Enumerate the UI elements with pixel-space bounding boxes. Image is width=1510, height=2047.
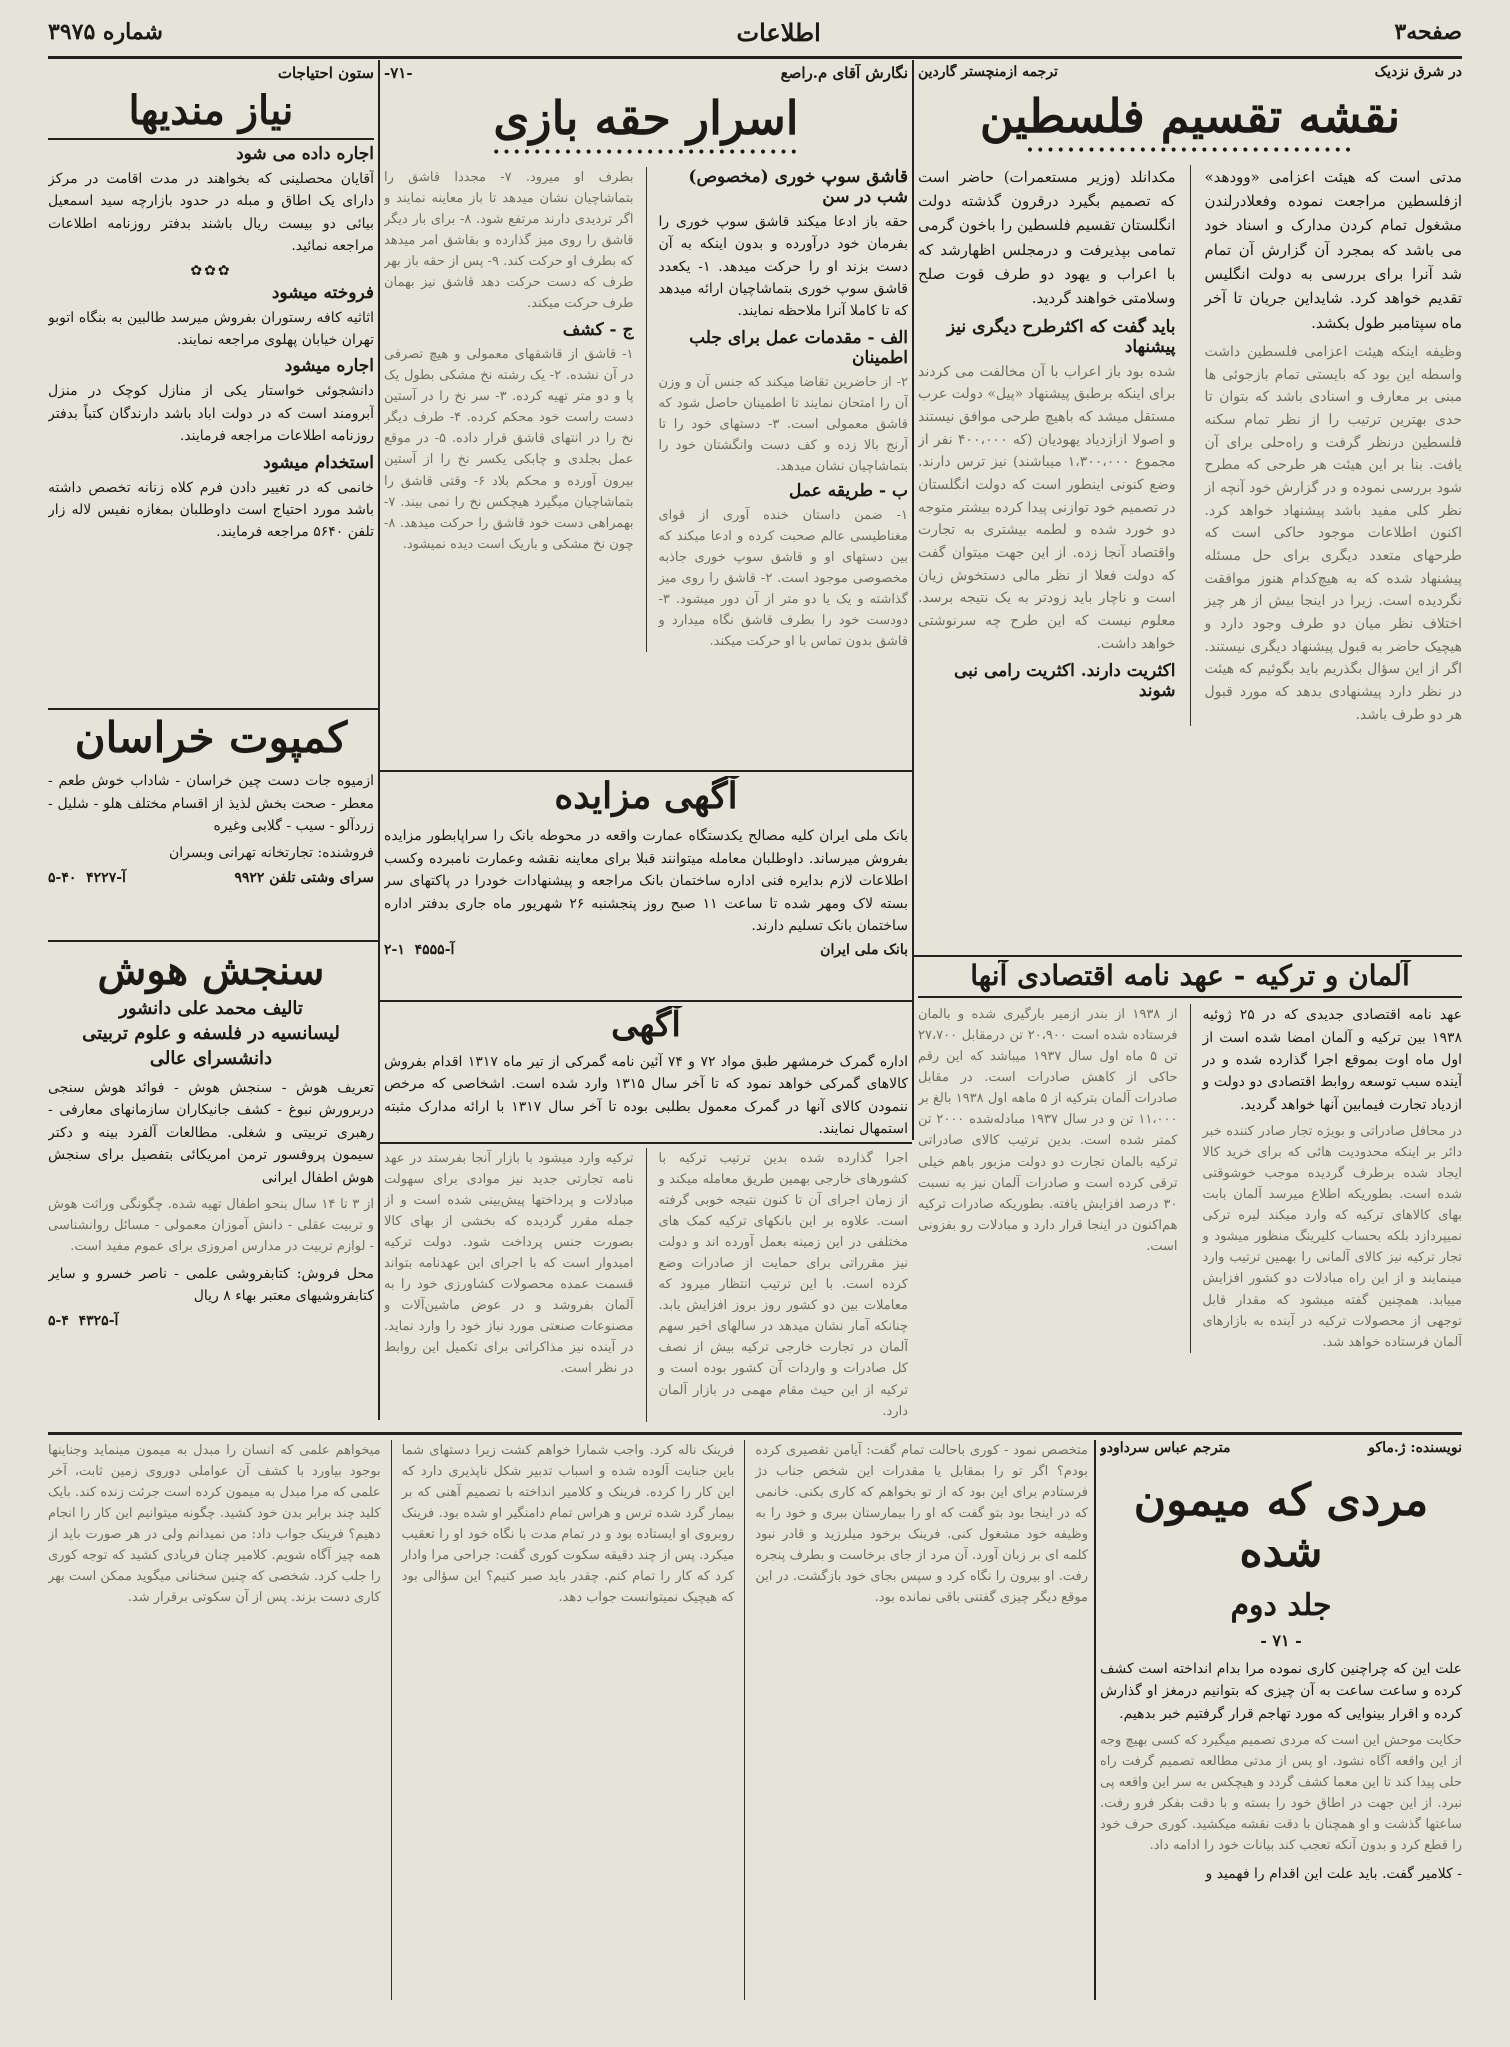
- issue-number: شماره ۳۹۷۵: [48, 19, 163, 45]
- title-rule: [48, 138, 374, 140]
- section-rule: [380, 770, 912, 772]
- subhead-4: ج - کشف: [562, 320, 634, 341]
- column-headline: نیاز مندیها: [128, 87, 294, 134]
- notice-signer: بانک ملی ایران: [820, 942, 908, 959]
- notice-code: آ-۴۵۵۵: [414, 942, 455, 959]
- article-filler: ترکیه وارد میشود با بازار آنجا بفرستد در عهد نامه تجارتی جدید نیز موادی برای سهولت مبادلات و پرداختها پیش‌بینی شده است و از جمله مقرر گردیده که بخشی از بهای کالا بصورت جنس پرداخت شود. دولت ترکیه امیدوار است که با اجرای این عهدنامه بتواند قسمت عمده محصولات کشاورزی خود را به آلمان بفروشد و در عوض ماشین‌آلات و مصنوعات صنعتی مورد نیاز خود را وارد نماید. در آینده نیز مذاکراتی برای تکمیل این روابط در نظر است.: [384, 1151, 634, 1377]
- customs-notice: [384, 1006, 908, 1141]
- article-filler: در محافل صادراتی و بویژه تجار صادر کننده خبر دائر بر اینکه محدودیت هائی که برای خرید کالا ایجاد شده برطرف گردیده موجب خوشوقتی شده است. بطوریکه اطلاع میرسد آلمان بابت بهای کالاهای ترکیه که وارد میکند لیره ترکی نمیپردازد بلکه بحساب کلیرینگ منظور میشود و تجار ترکیه نیز کالای آلمانی را بهمین ترتیب وارد مینمایند و از این راه مبادلات دو کشور افزایش مییابد. همچنین گفته میشود که مقدار قابل توجهی از محصولات ترکیه در آینده به بازارهای آلمان فرستاده خواهد شد.: [1202, 1124, 1462, 1350]
- translation-credit: ترجمه ازمنچستر گاردین: [918, 64, 1058, 80]
- ad-code: آ-۴۳۲۵: [78, 1312, 119, 1329]
- subhead-1: قاشق سوپ خوری (مخصوص) شب در سن: [688, 166, 908, 207]
- subhead-3: ب - طریقه عمل: [788, 481, 908, 502]
- column-rule: [912, 60, 914, 1140]
- ad-body: آقایان محصلینی که بخواهند در مدت اقامت در مرکز دارای یک اطاق و مبله در حدود بازارچه سید اسمعیل بیائی دو بیست ریال باشند بدفتر روزنامه اطلاعات مراجعه نمائید.: [48, 171, 374, 255]
- column-label: ستون احتیاجات: [277, 64, 374, 82]
- article-filler: بطرف او میرود. ۷- مجددا قاشق را بتماشاچیان نشان میدهد تا باز معاینه نمایند و اگر تردیدی دارند مرتفع شود. ۸- برای بار دیگر قاشق را روی میز گذارده و بقاشق امر میدهد که بطرف او حرکت کند. ۹- پس از حقه باز بهر طرف که دست حرکت دهد قاشق نیز بهمان طرف حرکت میکند.: [384, 169, 634, 312]
- book-sale: محل فروش: کتابفروشی علمی - ناصر خسرو و سایر کتابفروشیهای معتبر بهاء ۸ ریال: [48, 1266, 374, 1305]
- needs-column: [48, 64, 374, 684]
- article-filler: اجرا گذارده شده بدین ترتیب ترکیه با کشورهای خارجی بهمین طریق معامله میکند و از زمان اجرای آن تا کنون نتیجه خوبی گرفته است. علاوه بر این بانکهای ترکیه کمک های مختلفی در این زمینه بعمل آورده اند و دولت نیز مقرراتی برای حمایت از صادرات وضع کرده است. با این ترتیب انتظار میرود که معاملات بین دو کشور روز بروز افزایش یابد. چنانکه آمار نشان میدهد در سالهای اخیر سهم آلمان در تجارت خارجی ترکیه بیش از نصف کل صادرات و واردات آن کشور بوده است و ترکیه از این حیث مقام مهمی در بازار آلمان دارد.: [658, 1151, 908, 1419]
- classified-ad: [48, 453, 374, 544]
- ad-body: اثاثیه کافه رستوران بفروش میرسد طالبین به بنگاه اتوبو تهران خیابان پهلوی مراجعه نمایند.: [48, 309, 374, 348]
- novel-ending: - کلامیر گفت. باید علت این اقدام را فهمید و: [1205, 1865, 1462, 1882]
- issue-marker: -۷۱-: [384, 64, 413, 82]
- novel-filler: متخصص نمود - کوری باحالت تمام گفت: آیامن تقصیری کرده بودم؟ اگر تو را بمقابل یا مقدرات این شخص جناب دژ فرستادم برای این بود که از تو بخواهم که کاری بکنی. خانمی که در اینجا بود بتو گفت که او را بیمارستان ببری و خود را به وظیفه خود مشغول کنی. فرینک برخود میلرزید و قادر نبود کلمه ای بر زبان آورد. آن مرد از جای برخاست و بطرف پنجره رفت. او بیرون را نگاه کرد و سپس بجای خود بازگشت. در این موقع دیگر چیزی گفتنی باقی نمانده بود.: [755, 1443, 1088, 1606]
- notice-text: اداره گمرک خرمشهر طبق مواد ۷۲ و ۷۴ آئین نامه گمرکی از تیر ماه ۱۳۱۷ اقدام بفروش کالاهای گمرکی خواهد نمود که تا آخر سال ۱۳۱۵ وارد شده است. اشخاصی که مرخص ننمودن کالای آنها در گمرک معمول بطلبی بوده تا آخر سال ۱۳۱۷ با ارائه مدارک مثبته استمهال نمایند.: [384, 1054, 908, 1138]
- article-end: اکثریت دارند. اکثریت رامی نبی شوند: [954, 661, 1176, 702]
- book-description: تعریف هوش - سنجش هوش - فوائد هوش سنجی دربرورش نبوغ - کشف جانیکاران سازمانهای معارفی - رهبری تربیتی و شغلی. مطالعات آلفرد بینه و دکتر سیمون پروفسور ترمن امریکائی بتفصیل برای سنجش هوش اطفال ایرانی: [48, 1080, 374, 1186]
- novel-header: [1100, 1440, 1462, 2000]
- khorasan-ad: [48, 714, 374, 934]
- iq-book-ad: [48, 948, 374, 1426]
- novel-number: - ۷۱ -: [1260, 1630, 1302, 1650]
- title-divider: ••••••••••••••••••••••••••••••: [492, 144, 800, 161]
- german-turkey-continued: [384, 1148, 908, 1428]
- article-text: حقه باز ادعا میکند قاشق سوپ خوری را بفرمان خود درآورده و بدون اینکه به آن دست بزند او را حرکت میدهد. ۱- یکعدد قاشق سوپ خوری بتماشاچیان ارائه میدهد که تا کاملا آنرا ملاحظه نمایند.: [658, 213, 908, 320]
- subhead-2: الف - مقدمات عمل برای جلب اطمینان: [689, 327, 908, 368]
- section-rule: [380, 1000, 912, 1002]
- page-label: صفحه۳: [1394, 19, 1462, 45]
- classified-ad: [48, 144, 374, 258]
- book-degree: لیسانسیه در فلسفه و علوم تربیتی: [82, 1023, 340, 1044]
- ad-code: آ-۴۲۲۷: [86, 869, 126, 886]
- book-author: تالیف محمد علی دانشور: [119, 998, 303, 1019]
- novel-volume: جلد دوم: [1230, 1588, 1332, 1624]
- ad-phone: سرای وشتی تلفن ۹۹۲۲: [234, 869, 374, 886]
- article-text-2: مکدانلد (وزیر مستعمرات) حاضر است که تصمیم بگیرد درقرون گذشته دولت انگلستان تقسیم فلسطین را باخون گرمی تمامی بپذیرفت و درمجلس اظهارشد که با اعراب و یهود دو طرف قوت صلح وسلامتی خواهند گردید.: [918, 167, 1176, 308]
- notice-title: آگهی: [611, 1006, 681, 1045]
- title-divider: ••••••••••••••••••••••••••••••••: [1025, 142, 1355, 159]
- article-filler: ۱- قاشق از قاشقهای معمولی و هیچ تصرفی در آن نشده. ۲- یک رشته نخ مشکی بطول یک پا و دو متر تهیه کرده. ۳- سر نخ را در آستین دست راست خود محکم کرده. ۴- طرف دیگر نخ را در انتهای قاشق قرار داده. ۵- در موقع عمل بجلدی و چابکی یکسر نخ را از آستین بیرون آورده و محکم بلاد ۶- وقتی قاشق را بتماشاچیان میگیرد هیچکس نخ را نمی بیند. ۷- بهمراهی دست خود قاشق را حرکت میدهد. ۸- چون نخ مشکی و باریک است دیده نمیشود.: [384, 347, 634, 552]
- article-subhead: باید گفت که اکثرطرح دیگری نیز پیشنهاد: [946, 316, 1176, 357]
- ad-body: خانمی که در تغییر دادن فرم کلاه زنانه تخصص داشته باشد مورد احتیاج است داوطلبان بمغازه نفیس لاله زار تلفن ۵۶۴۰ مراجعه فرمایند.: [48, 479, 374, 541]
- header-rule: [48, 56, 1462, 59]
- notice-title: آگهی مزایده: [554, 776, 738, 817]
- novel-author: نویسنده: ژ.ماکو: [1368, 1440, 1462, 1456]
- ad-filler: از ۳ تا ۱۴ سال بنحو اطفال تهیه شده. چگونگی وراثت هوش و تربیت عقلی - دانش آموزان معمولی - مسائل روانشناسی - لوازم تربیت در مدارس امروزی برای عموم مفید است.: [48, 1196, 374, 1255]
- ad-code-2: ۴۰-۵: [48, 869, 77, 886]
- section-label: در شرق نزدیک: [1374, 64, 1462, 80]
- novel-text: علت این که چراچنین کاری نموده مرا بدام انداخته است کشف کرده و ساعت ساعت به آن چیزی که بتوانیم درمغز او گذارش کرده و اقرار بینوایی که مورد تهاجم قرار گرفتیم خبر بدهیم.: [1100, 1661, 1462, 1722]
- section-rule: [380, 1142, 912, 1144]
- novel-translator: مترجم عباس سرداودو: [1100, 1440, 1231, 1456]
- ad-seller: فروشنده: تجارتخانه تهرانی وبسران: [168, 845, 374, 862]
- article-filler: وظیفه اینکه هیئت اعزامی فلسطین داشت واسطه این بود که بایستی تمام بازجوئی ها مبنی بر معارف و اسنادی باشد که بتوان تا حدی بهترین ترتیب را از نظر تمام سکنه فلسطین درنظر گرفت و راه‌حلی برای آن یافت. بنا بر این هیئت هر طرحی که مطرح شود بررسی نموده و در گزارش خود آنچه از نظر کلی مفید باشد پیشنهاد خواهد کرد. اکنون اطلاعات موجود حاکی است که طرحهای متعدد دیگری برای حل مسئله پیشنهاد شده که به هیچ‌کدام هنوز موافقت نگردیده است. زیرا در اینجا بیش از هر چیز اختلاف نظر میان دو طرف وجود دارد و هیچیک حاضر به قبول پیشنهاد دیگری نیستند. اگر از این سؤال بگذریم باید بگوئیم که هیئت در نظر دارد پیشنهادی بدهد که مورد قبول هر دو طرف باشد.: [1204, 343, 1462, 723]
- ring-secrets-article: [384, 64, 908, 764]
- ad-head: اجاره میشود: [284, 356, 374, 377]
- paper-name: اطلاعات: [736, 17, 821, 47]
- section-rule: [48, 1432, 1462, 1435]
- ad-code-2: ۴-۵: [48, 1312, 69, 1329]
- article-filler: ۱- ضمن داستان خنده آوری از قوای مغناطیسی عالم صحبت کرده و ادعا میکند که بین دستهای او و قاشق سوپ خوری جاذبه مخصوصی موجود است. ۲- قاشق را روی میز گذاشته و یک یا دو متر از آن دور میشود. ۳- دودست خود را بطرف قاشق نگاه میدارد و قاشق بدون تماس با او حرکت میکند.: [658, 508, 908, 650]
- novel-filler: فرینک ناله کرد. واجب شمارا خواهم کشت زیرا دستهای شما باین جنایت آلوده شده و اسباب تدبیر شکل ناپذیری دارد که این کار را کرده. فرینک و کلامیر انداخته با تصمیم آهنی که بر بیمار گرد شده ترس و هراس تمام دامنگیر او شده بود. فرینک روبروی او ایستاده بود و در تمام مدت با نگاه خود او را تعقیب میکرد. پس از چند دقیقه سکوت کوری گفت: جراحی مرا وادار کرد که کار را تمام کنم. چقدر باید صبر کنیم؟ این سؤالی بود که هیچیک نمیتوانست جواب دهد.: [401, 1443, 735, 1606]
- auction-notice: [384, 776, 908, 996]
- novel-filler: میخواهم علمی که انسان را مبدل به میمون مینماید وجناینها بوجود بیاورد با کشف آن عواملی دوروی زمین ثابت، آخر علمی که مرا مبدل به میمون کرده است جرئت زنده کند. بایک کلید چند برابر بدن خود کشید. چگونه میتوانیم این کار را انجام دهیم؟ فرینک جواب داد: من نمیدانم ولی در هر صورت باید از همه چیز آگاه شویم. کلامیر چنان فریادی کشید که توجه کوری را جلب کرد. شخصی که چنین سخنانی میگوید ممکن است بهر کاری دست بزند. پس از آن سکوتی برقرار شد.: [48, 1443, 381, 1606]
- article-filler: از ۱۹۳۸ از بندر ازمیر بارگیری شده و بالمان فرستاده شده است ۲۰،۹۰۰ تن درمقابل ۲۷،۷۰۰ تن ۵ ماه اول سال ۱۹۳۷ میباشد که این رقم حاکی از کاهش صادرات است. در مقابل صادرات آلمان بترکیه از ۵ ماهه اول ۱۹۳۸ بالغ بر ۱۱،۰۰۰ تن و در سال ۱۹۳۷ مبادله‌شده ۲۰۰۰ تن کمتر شده است. بدین ترتیب کالای صادراتی ترکیه بالمان تجارت دو دولت مزبور باهم خیلی ترقی کرده است و صادرات آلمان نیز به نسبت ۳۰ درصد افزایش یافته. بطوریکه صادرات ترکیه هم‌اکنون در اینجا قرار دارد و مبادلات رو بفزونی است.: [918, 1007, 1178, 1254]
- article-title: نقشه تقسیم فلسطین: [979, 89, 1401, 143]
- section-rule: [48, 708, 378, 710]
- ad-head: اجاره داده می شود: [236, 144, 374, 164]
- article-text: مدتی است که هیئت اعزامی «وودهد» ازفلسطین مراجعت نموده وفعلادرلندن مشغول تمام کردن مدارک و اسناد خود می باشد که بمجرد آن گزارش آن تمام شد آنرا برای بررسی به دولت انگلیس تقدیم خواهد کرد. شایداین جریان تا آخر ماه سپتامبر طول بکشد.: [1204, 167, 1462, 332]
- palestine-article: [918, 64, 1462, 974]
- page-header: [48, 14, 1462, 50]
- novel-title: مردی که میمون شده: [1133, 1475, 1429, 1577]
- ad-title: سنجش هوش: [97, 948, 325, 994]
- article-title: آلمان و ترکیه - عهد نامه اقتصادی آنها: [970, 960, 1410, 992]
- column-rule: [1094, 1440, 1096, 2000]
- notice-code-2: ۱-۲: [384, 942, 405, 959]
- column-rule: [378, 60, 380, 1420]
- novel-body: [48, 1440, 1088, 2000]
- ad-head: فروخته میشود: [271, 282, 374, 303]
- book-school: دانشسرای عالی: [149, 1048, 273, 1069]
- ad-body: دانشجوئی خواستار یکی از منازل کوچک در منزل آبرومند است که در دولت اباد باشد دارندگان کتباً بدفتر روزنامه اطلاعات مراجعه فرمایند.: [48, 383, 374, 445]
- novel-filler: حکایت موحش این است که مردی تصمیم میگیرد که کسی بهیچ وجه از این واقعه آگاه نشود. او پس از مدتی مطالعه تصمیم گرفت راه حلی پیدا کند تا این معما کشف گردد و هیچکس به سر این واقعه پی نبرد. از این جهت در اطاق خود را بسته و با دقت بفکر فرو رفت. ساعتها گذشت و او همچنان با دقت نقشه میکشید. کوری حرف خود را قطع کرد و بدون آنکه تعجب کند بیانات خود را ادامه داد.: [1100, 1733, 1462, 1854]
- article-filler: شده بود باز اعراب با آن مخالفت می کردند برای اینکه برطبق پیشنهاد «پیل» دولت عرب مستقل میشد که باهیچ طرحی موافق نیستند و اصولا ازازدیاد یهودیان (که ۴۰۰،۰۰۰ نفر از مجموع ۱،۳۰۰،۰۰۰ میباشند) نیز ترس دارند. وضع کنونی اینطور است که دولت انگلستان در تصمیم خود توازنی پیدا کرده بیشتر متوجه دو خورد شده و لطمه بیشتری به تجارت واقتصاد آنجا زده. از این جهت میتوان گفت که دولت فعلا از نظر مالی دستخوش زیان است و ناچار باید زودتر به یک نتیجه برسد. معلوم نیست که این طرح چه سرنوشتی خواهد داشت.: [918, 363, 1176, 652]
- author-credit: نگارش آقای م.راصع: [780, 64, 908, 82]
- ad-title: کمپوت خراسان: [74, 714, 348, 762]
- section-rule: [48, 940, 378, 942]
- title-rule: [918, 996, 1462, 998]
- article-filler: ۲- از حاضرین تقاضا میکند که جنس آن و وزن آن را امتحان نمایند تا اطمینان حاصل شود که قاشق معمولی است. ۳- دستهای خود را تا آرنج بالا زده و کف دست وانگشتان خود را بتماشاچیان نشان میدهد.: [658, 374, 908, 475]
- classified-ad: [48, 356, 374, 447]
- classified-ad: [48, 283, 374, 352]
- german-turkey-article: [918, 960, 1462, 1420]
- ad-head: استخدام میشود: [263, 452, 374, 473]
- article-title: اسرار حقه بازی: [493, 91, 799, 145]
- notice-text: بانک ملی ایران کلیه مصالح یکدستگاه عمارت واقعه در محوطه بانک را سراپابطور مزایده بفروش میرساند. داوطلبان معامله میتوانند قبلا برای معاینه نقشه وعمارت نامبرده وکسب اطلاعات لازم بدایره فنی اداره ساختمان بانک مراجعه و پیشنهادات خودرا در پاکتهای سر بسته لاک ومهر شده تا ساعت ۱۱ صبح روز پنجشنبه ۲۶ شهریور ماه جاری بدفتر اداره ساختمان بانک تسلیم دارند.: [384, 828, 908, 934]
- ad-items: ازمیوه جات دست چین خراسان - شاداب خوش طعم - معطر - صحت بخش لذیذ از اقسام مختلف هلو - شلیل - زردآلو - سیب - گلابی وغیره: [48, 773, 374, 835]
- ad-divider: ✿✿✿: [190, 262, 232, 279]
- article-text: عهد نامه اقتصادی جدیدی که در ۲۵ ژوئیه ۱۹۳۸ بین ترکیه و آلمان امضا شده است از اول ماه اوت بموقع اجرا گذارده شده و در آینده سبب توسعه روابط اقتصادی دو دولت و ازدیاد تجارت فیمابین آنها خواهد گردید.: [1202, 1007, 1462, 1113]
- section-rule: [912, 955, 1462, 957]
